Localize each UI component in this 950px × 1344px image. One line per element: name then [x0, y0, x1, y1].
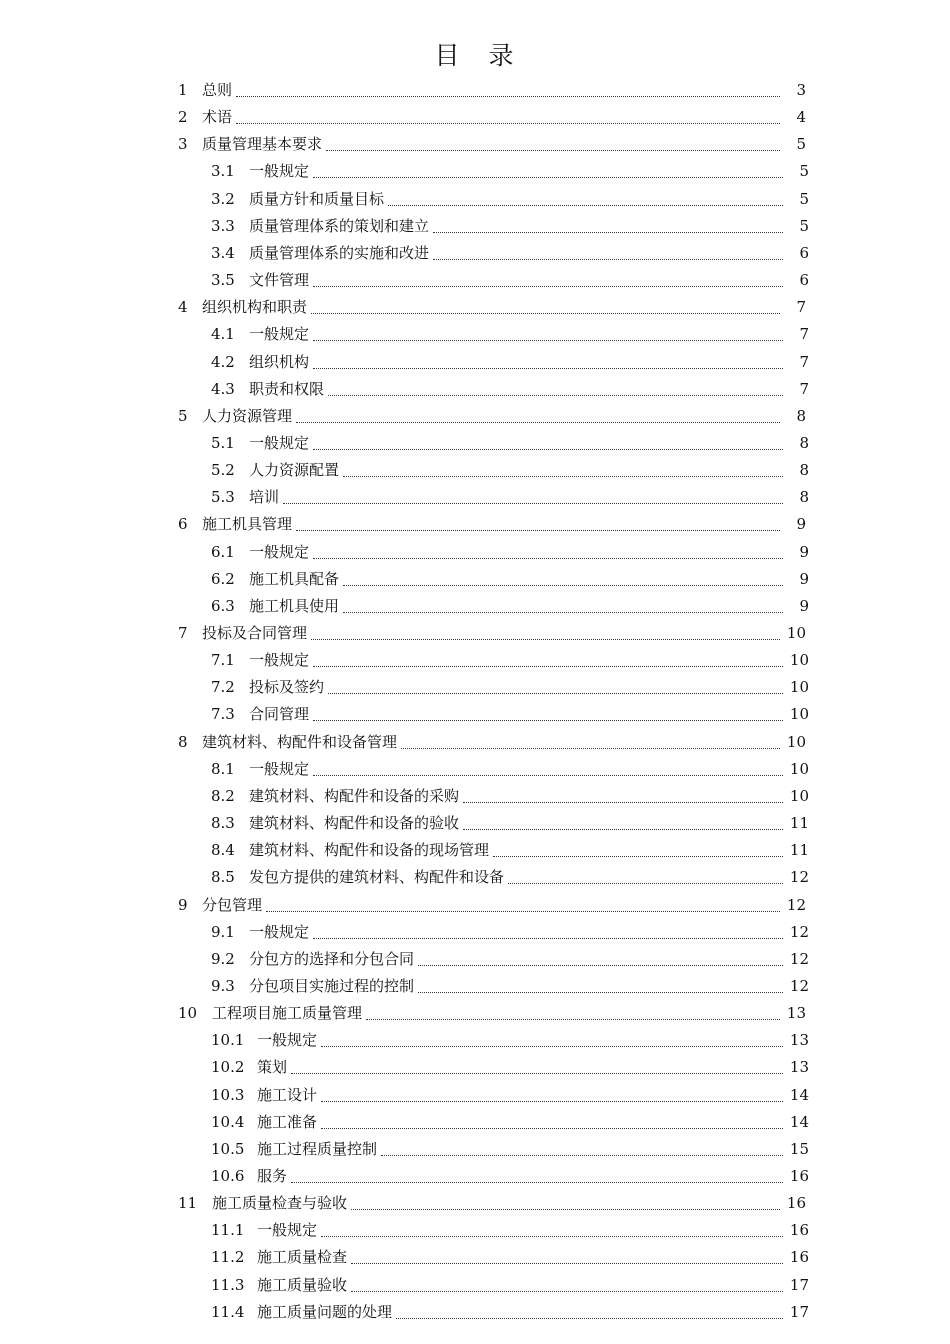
toc-entry[interactable]: [211, 919, 809, 946]
toc-entry-number: 6: [178, 515, 188, 534]
toc-entry-number: 10.6: [211, 1167, 245, 1185]
toc-entry-title: 职责和权限: [249, 379, 325, 398]
toc-entry-title: 施工质量检查与验收: [212, 1194, 348, 1213]
toc-entry-number: 8.3: [211, 814, 235, 833]
toc-entry-number: 6.1: [211, 542, 235, 561]
toc-entry-page-number: 12: [789, 976, 809, 995]
toc-entry-title: 一般规定: [257, 1031, 318, 1050]
dot-leader: [313, 558, 783, 559]
toc-entry[interactable]: [211, 457, 809, 484]
dot-leader: [321, 1128, 783, 1129]
dot-leader: [313, 720, 783, 721]
toc-entry-page-number: 12: [789, 949, 809, 968]
toc-entry-page-number: 5: [799, 216, 809, 235]
toc-entry[interactable]: [178, 729, 806, 756]
toc-entry-page-number: 17: [789, 1302, 809, 1321]
toc-entry-page-number: 16: [789, 1221, 809, 1240]
dot-leader: [236, 123, 780, 124]
toc-entry-number: 3.4: [211, 243, 235, 262]
toc-entry[interactable]: [211, 1109, 809, 1136]
toc-entry-title: 合同管理: [249, 705, 310, 724]
toc-entry-number: 8: [178, 732, 188, 751]
toc-entry[interactable]: [178, 131, 806, 158]
toc-entry-page-number: 9: [796, 515, 806, 534]
dot-leader: [493, 856, 783, 857]
toc-entry-page-number: 16: [789, 1248, 809, 1267]
toc-entry-title: 施工过程质量控制: [257, 1139, 378, 1158]
toc-entry-number: 7.2: [211, 678, 235, 697]
toc-entry[interactable]: [211, 267, 809, 294]
toc-entry-title: 分包方的选择和分包合同: [249, 949, 415, 968]
toc-entry[interactable]: [178, 104, 806, 131]
toc-entry[interactable]: [211, 1054, 809, 1081]
dot-leader: [321, 1101, 783, 1102]
toc-entry-title: 服务: [257, 1167, 288, 1185]
dot-leader: [388, 205, 783, 206]
dot-leader: [266, 911, 780, 912]
toc-entry-page-number: 13: [786, 1004, 806, 1023]
toc-entry[interactable]: [211, 973, 809, 1000]
toc-entry-number: 11.4: [211, 1302, 245, 1321]
toc-entry-page-number: 9: [799, 569, 809, 588]
dot-leader: [508, 883, 783, 884]
dot-leader: [296, 530, 780, 531]
toc-entry[interactable]: [178, 77, 806, 104]
toc-entry-page-number: 10: [789, 678, 809, 697]
toc-entry-title: 投标及签约: [249, 678, 325, 697]
toc-entry[interactable]: [211, 701, 809, 728]
toc-entry-title: 施工质量检查: [257, 1248, 348, 1267]
dot-leader: [343, 585, 783, 586]
toc-entry-title: 施工设计: [257, 1085, 318, 1104]
toc-entry[interactable]: [211, 1082, 809, 1109]
toc-entry-number: 8.4: [211, 841, 235, 860]
toc-entry-title: 施工质量验收: [257, 1275, 348, 1294]
toc-entry-number: 7.1: [211, 651, 235, 670]
toc-entry-number: 5: [178, 406, 188, 425]
toc-entry[interactable]: [211, 1299, 809, 1326]
toc-entry-number: 10.2: [211, 1058, 245, 1077]
dot-leader: [401, 748, 780, 749]
dot-leader: [313, 666, 783, 667]
toc-entry[interactable]: [211, 213, 809, 240]
dot-leader: [396, 1318, 783, 1319]
toc-entry-title: 培训: [249, 488, 280, 507]
toc-entry-number: 10: [178, 1004, 198, 1023]
toc-entry-page-number: 3: [796, 81, 806, 99]
toc-entry[interactable]: [211, 783, 809, 810]
dot-leader: [366, 1019, 780, 1020]
dot-leader: [321, 1236, 783, 1237]
toc-entry-number: 8.1: [211, 759, 235, 778]
toc-entry-page-number: 12: [789, 922, 809, 941]
toc-entry-number: 4: [178, 298, 188, 317]
toc-entry-number: 11.3: [211, 1275, 245, 1294]
dot-leader: [313, 775, 783, 776]
dot-leader: [313, 286, 783, 287]
toc-entry-page-number: 10: [786, 624, 806, 642]
toc-entry-title: 建筑材料、构配件和设备的验收: [249, 814, 460, 833]
toc-entry-page-number: 8: [796, 406, 806, 425]
toc-entry[interactable]: [211, 539, 809, 566]
dot-leader: [236, 96, 780, 97]
toc-entry-title: 分包项目实施过程的控制: [249, 976, 415, 995]
dot-leader: [463, 802, 783, 803]
toc-entry-page-number: 10: [786, 732, 806, 751]
toc-entry-page-number: 7: [799, 352, 809, 371]
toc-entry-number: 8.2: [211, 786, 235, 805]
toc-entry-page-number: 9: [799, 542, 809, 561]
toc-entry-page-number: 12: [786, 895, 806, 914]
toc-entry[interactable]: [211, 864, 809, 891]
toc-entry-number: 10.3: [211, 1085, 245, 1104]
toc-entry[interactable]: [211, 1163, 809, 1190]
toc-entry-number: 3: [178, 135, 188, 154]
toc-entry-number: 3.3: [211, 216, 235, 235]
dot-leader: [328, 395, 783, 396]
toc-entry-page-number: 9: [799, 596, 809, 615]
dot-leader: [321, 1046, 783, 1047]
toc-entry[interactable]: [211, 674, 809, 701]
dot-leader: [418, 992, 783, 993]
toc-entry-number: 4.2: [211, 352, 235, 371]
dot-leader: [343, 476, 783, 477]
toc-entry-number: 7.3: [211, 705, 235, 724]
toc-entry-number: 3.5: [211, 271, 235, 290]
toc-entry-title: 一般规定: [249, 759, 310, 778]
toc-entry-page-number: 8: [799, 433, 809, 452]
toc-entry[interactable]: [211, 484, 809, 511]
toc-entry-title: 建筑材料、构配件和设备的现场管理: [249, 841, 490, 860]
toc-entry-title: 一般规定: [249, 325, 310, 344]
toc-entry-page-number: 14: [789, 1085, 809, 1104]
toc-entry-page-number: 6: [799, 271, 809, 290]
toc-entry-page-number: 16: [786, 1194, 806, 1213]
toc-entry[interactable]: [178, 294, 806, 321]
toc-entry[interactable]: [211, 837, 809, 864]
toc-entry-title: 一般规定: [249, 542, 310, 561]
toc-entry-page-number: 11: [789, 841, 809, 860]
toc-entry[interactable]: [178, 1000, 806, 1027]
toc-entry-title: 人力资源管理: [202, 406, 293, 425]
toc-entry-page-number: 16: [789, 1167, 809, 1185]
dot-leader: [351, 1209, 780, 1210]
toc-entry-title: 一般规定: [249, 433, 310, 452]
toc-entry-number: 5.1: [211, 433, 235, 452]
toc-entry-page-number: 13: [789, 1031, 809, 1050]
toc-entry-page-number: 5: [796, 135, 806, 154]
toc-entry-title: 施工准备: [257, 1112, 318, 1131]
toc-entry-number: 11: [178, 1194, 198, 1213]
toc-entry-page-number: 8: [799, 488, 809, 507]
toc-entry-title: 施工机具使用: [249, 596, 340, 615]
toc-entry[interactable]: [211, 593, 809, 620]
dot-leader: [313, 177, 783, 178]
toc-entry-number: 10.4: [211, 1112, 245, 1131]
toc-entry-title: 建筑材料、构配件和设备的采购: [249, 786, 460, 805]
dot-leader: [291, 1073, 783, 1074]
toc-entry[interactable]: [211, 186, 809, 213]
toc-entry-title: 策划: [257, 1058, 288, 1077]
dot-leader: [463, 829, 783, 830]
toc-entry[interactable]: [211, 946, 809, 973]
toc-entry-number: 7: [178, 624, 188, 642]
dot-leader: [433, 259, 783, 260]
dot-leader: [313, 340, 783, 341]
page-title: 目 录: [434, 41, 516, 70]
toc-entry-title: 人力资源配置: [249, 461, 340, 480]
toc-entry-page-number: 15: [789, 1139, 809, 1158]
dot-leader: [328, 693, 783, 694]
toc-entry[interactable]: [211, 1272, 809, 1299]
toc-entry-page-number: 7: [796, 298, 806, 317]
toc-entry-page-number: 8: [799, 461, 809, 480]
toc-entry-title: 建筑材料、构配件和设备管理: [202, 732, 398, 751]
toc-entry-title: 一般规定: [249, 922, 310, 941]
toc-entry[interactable]: [178, 892, 806, 919]
toc-entry-title: 质量管理基本要求: [202, 135, 323, 154]
toc-entry-title: 发包方提供的建筑材料、构配件和设备: [249, 868, 505, 887]
toc-entry[interactable]: [211, 810, 809, 837]
toc-entry-number: 10.5: [211, 1139, 245, 1158]
toc-entry[interactable]: [211, 1027, 809, 1054]
dot-leader: [313, 368, 783, 369]
toc-entry-page-number: 13: [789, 1058, 809, 1077]
toc-entry-number: 4.3: [211, 379, 235, 398]
toc-entry-number: 6.2: [211, 569, 235, 588]
toc-entry[interactable]: [211, 1136, 809, 1163]
toc-entry-number: 6.3: [211, 596, 235, 615]
toc-entry-number: 9.1: [211, 922, 235, 941]
toc-entry-number: 2: [178, 108, 188, 127]
toc-entry-title: 质量方针和质量目标: [249, 189, 385, 208]
dot-leader: [433, 232, 783, 233]
dot-leader: [296, 422, 780, 423]
toc-entry[interactable]: [178, 403, 806, 430]
toc-entry-page-number: 10: [789, 786, 809, 805]
dot-leader: [283, 503, 783, 504]
toc-entry[interactable]: [211, 376, 809, 403]
toc-entry-title: 组织机构: [249, 352, 310, 371]
toc-entry-page-number: 5: [799, 189, 809, 208]
toc-entry-title: 组织机构和职责: [202, 298, 308, 317]
toc-entry-number: 9.2: [211, 949, 235, 968]
toc-entry-title: 术语: [202, 108, 233, 127]
toc-entry-title: 质量管理体系的实施和改进: [249, 243, 430, 262]
dot-leader: [418, 965, 783, 966]
toc-entry-page-number: 6: [799, 243, 809, 262]
dot-leader: [313, 449, 783, 450]
toc-entry-page-number: 4: [796, 108, 806, 127]
toc-entry-page-number: 5: [799, 162, 809, 181]
dot-leader: [311, 313, 780, 314]
toc-entry-title: 质量管理体系的策划和建立: [249, 216, 430, 235]
toc-entry[interactable]: [211, 430, 809, 457]
toc-entry-number: 1: [178, 81, 188, 99]
toc-entry[interactable]: [178, 511, 806, 538]
toc-entry-page-number: 17: [789, 1275, 809, 1294]
dot-leader: [381, 1155, 783, 1156]
toc-entry-number: 8.5: [211, 868, 235, 887]
toc-entry-number: 5.2: [211, 461, 235, 480]
toc-entry-title: 一般规定: [257, 1221, 318, 1240]
toc-entry[interactable]: [211, 756, 809, 783]
toc-entry[interactable]: [211, 321, 809, 348]
toc-entry-title: 施工机具配备: [249, 569, 340, 588]
toc-entry-title: 投标及合同管理: [202, 624, 308, 642]
toc-entry-title: 文件管理: [249, 271, 310, 290]
dot-leader: [351, 1263, 783, 1264]
toc-entry-number: 9: [178, 895, 188, 914]
dot-leader: [343, 612, 783, 613]
toc-entry-number: 4.1: [211, 325, 235, 344]
toc-entry[interactable]: [178, 620, 806, 647]
toc-entry-page-number: 10: [789, 705, 809, 724]
toc-entry-page-number: 10: [789, 651, 809, 670]
toc-entry[interactable]: [211, 349, 809, 376]
toc-entry-title: 分包管理: [202, 895, 263, 914]
toc-entry-number: 11.2: [211, 1248, 245, 1267]
toc-entry-title: 一般规定: [249, 162, 310, 181]
toc-entry-page-number: 12: [789, 868, 809, 887]
toc-entry[interactable]: [211, 647, 809, 674]
toc-entry-page-number: 11: [789, 814, 809, 833]
toc-entry-title: 总则: [202, 81, 233, 99]
dot-leader: [291, 1182, 783, 1183]
toc-entry-page-number: 7: [799, 325, 809, 344]
toc-entry[interactable]: [178, 1190, 806, 1217]
dot-leader: [351, 1291, 783, 1292]
toc-entry[interactable]: [211, 1217, 809, 1244]
toc-entry-title: 工程项目施工质量管理: [212, 1004, 363, 1023]
dot-leader: [326, 150, 780, 151]
toc-entry-number: 11.1: [211, 1221, 245, 1240]
toc-entry-number: 10.1: [211, 1031, 245, 1050]
toc-entry-title: 施工质量问题的处理: [257, 1302, 393, 1321]
toc-entry-number: 3.2: [211, 189, 235, 208]
toc-entry[interactable]: [211, 158, 809, 185]
toc-entry-title: 施工机具管理: [202, 515, 293, 534]
toc-entry-page-number: 14: [789, 1112, 809, 1131]
toc-entry-page-number: 10: [789, 759, 809, 778]
toc-entry[interactable]: [211, 566, 809, 593]
dot-leader: [311, 639, 780, 640]
toc-entry-page-number: 7: [799, 379, 809, 398]
toc-entry[interactable]: [211, 240, 809, 267]
toc-entry[interactable]: [211, 1244, 809, 1271]
dot-leader: [313, 938, 783, 939]
toc-entry-number: 5.3: [211, 488, 235, 507]
toc-entry-number: 9.3: [211, 976, 235, 995]
toc-entry-title: 一般规定: [249, 651, 310, 670]
toc-entry-number: 3.1: [211, 162, 235, 181]
